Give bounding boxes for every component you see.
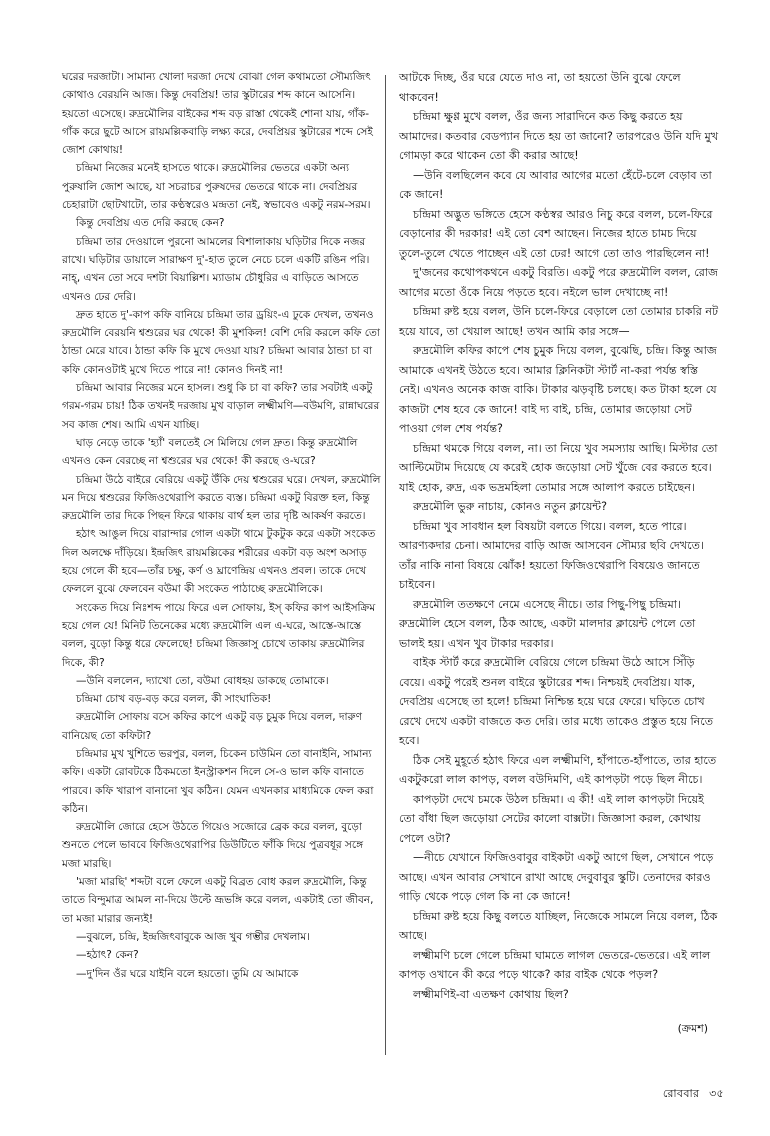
paragraph: সংকেত দিয়ে নিঃশব্দ পায়ে ফিরে এল সোফায়, ইস্ কফির কাপ আইসক্রিম হয়ে গেল যে! মিনিট তিনেকের মধ্যে রুদ্রমৌলি এল এ-ঘরে, আস্তে-আস্তে বলল, বুড়ো কিন্তু ধরে ফেলেছে! চন্দ্রিমা জিজ্ঞাসু চোখে তাকায় রুদ্রমৌলির দিকে, কী? — [62, 601, 376, 669]
paragraph: ঘাড় নেড়ে তাকে 'হ্যাঁ' বলতেই সে মিলিয়ে গেল দ্রুত। কিন্তু রুদ্রমৌলি এখনও কেন বেরচ্ছে না শ্বশুরের ঘর থেকে! কী করছে ও-ঘরে? — [62, 436, 358, 468]
magazine-name: রোববার — [662, 1087, 700, 1100]
paragraph: রুদ্রমৌলি সোফায় বসে কফির কাপে একটু বড় চুমুক দিয়ে বলল, দারুণ বানিয়েছ তো কফিটা? — [62, 711, 362, 742]
paragraph: হঠাৎ আঙুল দিয়ে বারান্দার গোল একটা থামে টুকটুক করে একটা সংকেত দিল অলক্ষে দাঁড়িয়ে। ইন্দ্রজিৎ রায়মল্লিকের শরীরের একটা বড় অংশ অসাড় হয়ে গেলে কী হবে—তাঁর চক্ষু, কর্ণ ও ঘ্রাণেন্দ্রিয় এখনও প্রবল। তাকে দেখে ফেললে বুঝে ফেলবেন বউমা কী সংকেত পাঠাচ্ছে রুদ্রমৌলিকে। — [62, 528, 376, 596]
paragraph: ঠিক সেই মুহূর্তে হঠাৎ ফিরে এল লক্ষ্মীমণি, হাঁপাতে-হাঁপাতে, তার হাতে একটুকরো লাল কাপড়, বলল বউদিমণি, এই কাপড়টা পড়ে ছিল নীচে। — [399, 753, 717, 786]
paragraph: চন্দ্রিমা রুষ্ট হয়ে কিছু বলতে যাচ্ছিল, নিজেকে সামলে নিয়ে বলল, ঠিক আছে। — [399, 909, 718, 942]
page-number: ৩৫ — [709, 1087, 724, 1100]
paragraph: চন্দ্রিমা অদ্ভুত ভঙ্গিতে হেসে কণ্ঠস্বর আরও নিচু করে বলল, চলে-ফিরে বেড়ানোর কী দরকার! এই তো বেশ আছেন। নিজের হাতে চামচ দিয়ে তুলে-তুলে খেতে পাচ্ছেন এই তো ঢের! আগে তো তাও পারছিলেন না! — [399, 207, 713, 260]
paragraph: লক্ষ্মীমণি চলে গেলে চন্দ্রিমা ঘামতে লাগল ভেতরে-ভেতরে। এই লাল কাপড় ওখানে কী করে পড়ে থাকে? কার বাইক থেকে পড়ল? — [399, 948, 711, 981]
paragraph: চন্দ্রিমা উঠে বাইরে বেরিয়ে একটু উঁকি দেয় শ্বশুরের ঘরে। দেখল, রুদ্রমৌলি মন দিয়ে শ্বশুরের ফিজিওথেরাপি করতে ব্যস্ত। চন্দ্রিমা একটু বিরক্ত হল, কিন্তু রুদ্রমৌলি তার দিকে পিছন ফিরে থাকায় বার্থ হল তার দৃষ্টি আকর্ষণ করতে। — [62, 473, 381, 523]
paragraph: লক্ষ্মীমণিই-বা এতক্ষণ কোথায় ছিল? — [413, 987, 569, 1001]
paragraph: ঘরের দরজাটা। সামান্য খোলা দরজা দেখে বোঝা গেল কথামতো সৌম্যজিৎ কোথাও বেরয়নি আজ। কিন্তু দেবপ্রিয়! তার স্কুটারের শব্দ কানে আসেনি। হয়তো এসেছে। রুদ্রমৌলির বাইকের শব্দ বড় রাস্তা থেকেই শোনা যায়, গাঁক-গাঁক করে ছুটে আসে রায়মল্লিকবাড়ি লক্ষ্য করে, দেবপ্রিয়র স্কুটারের শব্দে সেই জোশ কোথায়! — [62, 71, 373, 157]
paragraph: রুদ্রমৌলি জোরে হেসে উঠতে গিয়েও সজোরে ব্রেক করে বলল, বুড়ো শুনতে পেলে ভাববে ফিজিওথেরাপির ডিউটিতে ফাঁকি দিয়ে পুত্রবধূর সঙ্গে মজা মারছি। — [62, 821, 364, 870]
paragraph: রুদ্রমৌলি ভুরু নাচায়, কোনও নতুন ক্লায়েন্ট? — [413, 500, 607, 513]
paragraph: চন্দ্রিমা নিজের মনেই হাসতে থাকে। রুদ্রমৌলির ভেতরে একটা অন্য পুরুষালি জোশ আছে, যা সচরাচর পুরুষদের ভেতরে থাকে না। দেবপ্রিয়র চেহারাটা ছোটখাটো, তার কণ্ঠস্বরেও মন্দ্রতা নেই, স্বভাবেও একটু নরম-সরম। — [62, 162, 371, 212]
paragraph: —দু'দিন ওঁর ঘরে যাইনি বলে হয়তো। তুমি যে আমাকে — [76, 967, 299, 980]
paragraph: চন্দ্রিমা ক্ষুণ্ণ মুখে বলল, ওঁর জন্য সারাদিনে কত কিছু করতে হয় আমাদের। কতবার বেডপ্যান দিতে হয় তা জানো? তারপরেও উনি যদি মুখ গোমড়া করে থাকেন তো কী করার আছে! — [399, 110, 719, 162]
paragraph: আটকে দিচ্ছ, ওঁর ঘরে যেতে দাও না, তা হয়তো উনি বুঝে ফেলে থাকবেন! — [399, 71, 681, 104]
paragraph: চন্দ্রিমা রুষ্ট হয়ে বলল, উনি চলে-ফিরে বেড়ালে তো তোমার চাকরি নট হয়ে যাবে, তা খেয়াল আছে! তখন আমি কার সঙ্গে— — [399, 305, 718, 338]
paragraph: চন্দ্রিমা থমকে গিয়ে বলল, না। তা নিয়ে খুব সমস্যায় আছি। মিস্টার তো আল্টিমেটাম দিয়েছে যে করেই হোক জড়োয়া সেট খুঁজে বের করতে হবে। যাই হোক, রুদ্র, এক ভদ্রমহিলা তোমার সঙ্গে আলাপ করতে চাইছেন। — [399, 441, 718, 494]
paragraph: দু'জনের কথোপকথনে একটু বিরতি। একটু পরে রুদ্রমৌলি বলল, রোজ আগের মতো ওঁকে নিয়ে পড়তে হবে। নইলে ভাল দেখাচ্ছে না! — [399, 266, 718, 299]
paragraph: চন্দ্রিমা চোখ বড়-বড় করে বলল, কী সাংঘাতিক! — [76, 693, 272, 706]
paragraph: রুদ্রমৌলি কফির কাপে শেষ চুমুক দিয়ে বলল, বুঝেছি, চন্দ্রি। কিন্তু আজ আমাকে এখনই উঠতে হবে। আমার ক্লিনিকটা স্টার্ট না-করা পর্যন্ত স্বস্তি নেই। এখনও অনেক কাজ বাকি। টাকার ঝড়বৃষ্টি চলছে। কত টাকা হলে যে কাজটা শেষ হবে কে জানে! বাই দ্য বাই, চন্দ্রি, তোমার জড়োয়া সেট পাওয়া গেল শেষ পর্যন্ত? — [399, 344, 717, 435]
paragraph: 'মজা মারছি' শব্দটা বলে ফেলে একটু বিব্রত বোধ করল রুদ্রমৌলি, কিন্তু তাতে বিন্দুমাত্র আমল না-দিয়ে উল্টে ভ্রূভঙ্গি করে বলল, একটাই তো জীবন, তা মজা মারার জন্যই! — [62, 876, 374, 925]
paragraph: বাইক স্টার্ট করে রুদ্রমৌলি বেরিয়ে গেলে চন্দ্রিমা উঠে আসে সিঁড়ি বেয়ে। একটু পরেই শুনল বাইরে স্কুটারের শব্দ। নিশ্চয়ই দেবপ্রিয়। যাক, দেবপ্রিয় এসেছে তা হলে! চন্দ্রিমা নিশ্চিন্ত হয়ে ঘরে ফেরে। ঘড়িতে চোখ রেখে দেখে একটা বাজতে কত দেরি। তার মধ্যে তাকেও প্রস্তুত হয়ে নিতে হবে। — [399, 656, 714, 747]
paragraph: চন্দ্রিমা তার দেওয়ালে পুরনো আমলের বিশালাকায় ঘড়িটার দিকে নজর রাখে। ঘড়িটার ডায়ালে সারাক্ষণ দু'-হাত তুলে নেচে চলে একটি রঙিন পরি। নাহ্, এখন তো সবে দশটা বিয়াল্লিশ। ম্যাডাম চৌধুরির এ বাড়িতে আসতে এখনও ঢের দেরি। — [62, 235, 370, 303]
paragraph: —উনি বললেন, দ্যাখো তো, বউমা বোধহয় ডাকছে তোমাকে। — [76, 674, 329, 687]
right-column — [399, 68, 719, 1004]
paragraph: চন্দ্রিমা খুব সাবধান হল বিষয়টা বলতে গিয়ে। বলল, হতে পারে। আরণ্যকদার চেনা। আমাদের বাড়ি আজ আসবেন সৌম্যর ছবি দেখতে। তাঁর নাকি নানা বিষয়ে ঝোঁক! হয়তো ফিজিওথেরাপি বিষয়েও জানতে চাইবেন। — [399, 519, 704, 591]
paragraph: চন্দ্রিমা আবার নিজের মনে হাসল। শুধু কি চা বা কফি? তার সবটাই একটু গরম-গরম চায়! ঠিক তখনই দরজায় মুখ বাড়াল লক্ষ্মীমণি—বউমণি, রান্নাঘরের সব কাজ শেষ। আমি এখন যাচ্ছি। — [62, 382, 380, 431]
paragraph: —উনি বলছিলেন কবে যে আবার আগের মতো হেঁটে-চলে বেড়াব তা কে জানে! — [399, 168, 712, 201]
column-divider — [385, 75, 386, 1055]
paragraph: চন্দ্রিমার মুখ খুশিতে ভরপুর, বলল, চিকেন চাউমিন তো বানাইনি, সামান্য কফি। একটা রোবটকে ঠিকমতো ইনস্ট্রাকশন দিলে সে-ও ভাল কফি বানাতে পারবে। কফি খারাপ বানানো খুব কঠিন। যেমন এখনকার মাধ্যমিকে ফেল করা কঠিন। — [62, 747, 374, 815]
paragraph: কাপড়টা দেখে চমকে উঠল চন্দ্রিমা। এ কী! এই লাল কাপড়টা দিয়েই তো বাঁধা ছিল জড়োয়া সেটের কালো বাক্সটা। জিজ্ঞাসা করল, কোথায় পেলে ওটা? — [399, 792, 704, 845]
paragraph: কিন্তু দেবপ্রিয় এত দেরি করছে কেন? — [76, 217, 225, 230]
paragraph: —হঠাৎ? কেন? — [76, 949, 139, 962]
paragraph: রুদ্রমৌলি ততক্ষণে নেমে এসেছে নীচে। তার পিছু-পিছু চন্দ্রিমা। রুদ্রমৌলি হেসে বলল, ঠিক আছে, একটা মালদার ক্লায়েন্ট পেলে তো ভালই হয়। এখন খুব টাকার দরকার। — [399, 597, 696, 650]
paragraph: দ্রুত হাতে দু'-কাপ কফি বানিয়ে চন্দ্রিমা তার ড্রয়িং-এ ঢুকে দেখল, তখনও রুদ্রমৌলি বেরয়নি শ্বশুরের ঘর থেকে! কী মুশকিল! বেশি দেরি করলে কফি তো ঠান্ডা মেরে যাবে। ঠান্ডা কফি কি মুখে দেওয়া যায়? চন্দ্রিমা আবার ঠান্ডা চা বা কফি কোনওটাই মুখে দিতে পারে না! কোনও দিনই না! — [62, 308, 380, 376]
to-be-continued-note: (ক্রমশ) — [677, 1022, 708, 1035]
left-column — [62, 68, 382, 983]
paragraph: —নীচে যেখানে ফিজিওবাবুর বাইকটা একটু আগে ছিল, সেখানে পড়ে আছে। এখন আবার সেখানে রাখা আছে দেবুবাবুর স্কুটি। তেনাদের কারও গাড়ি থেকে পড়ে গেল কি না কে জানে! — [399, 851, 714, 903]
page-footer — [657, 1085, 724, 1104]
paragraph: —বুঝলে, চন্দ্রি, ইন্দ্রজিৎবাবুকে আজ খুব গম্ভীর দেখলাম। — [76, 930, 310, 943]
